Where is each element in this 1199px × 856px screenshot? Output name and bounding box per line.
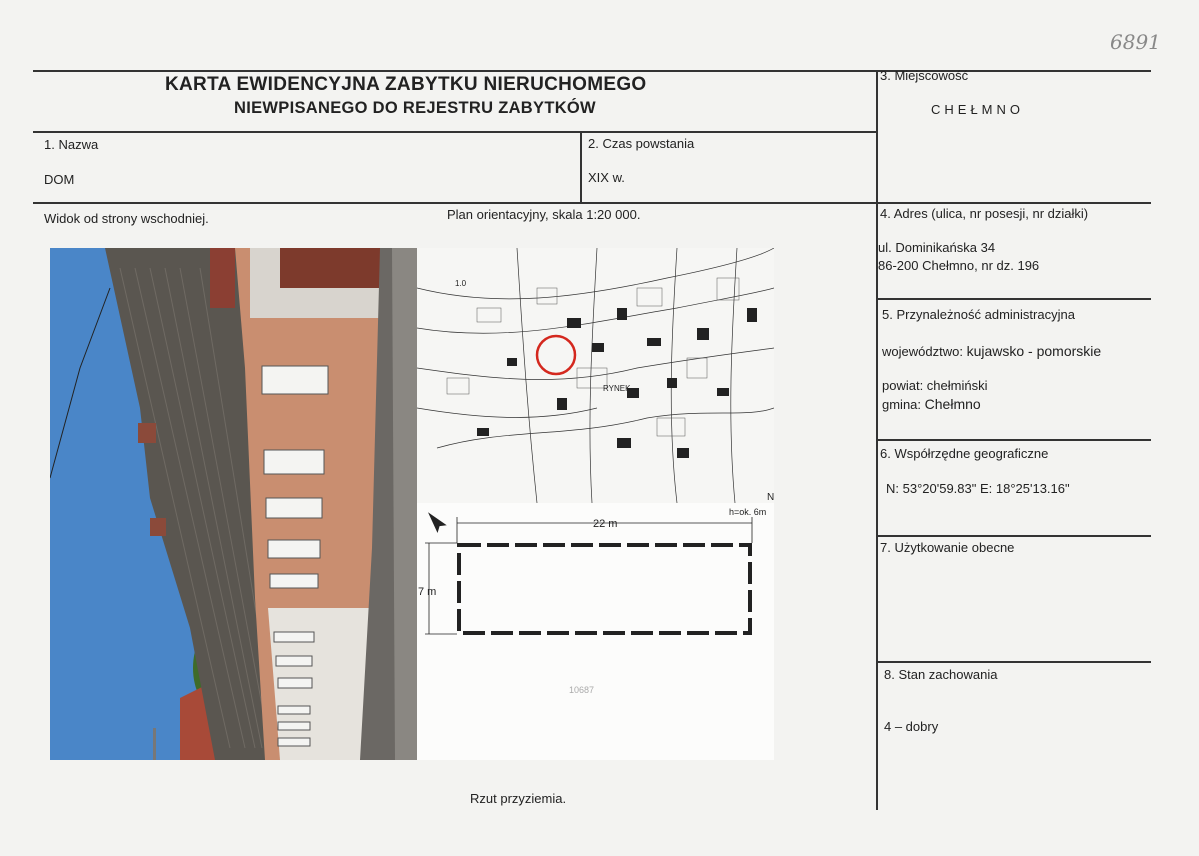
building-photo <box>50 248 417 760</box>
photo-caption: Widok od strony wschodniej. <box>44 211 209 226</box>
plan-caption: Rzut przyziemia. <box>470 791 567 806</box>
gmina-label: gmina: <box>882 397 922 412</box>
map-caption: Plan orientacyjny, skala 1:20 000. <box>447 207 641 222</box>
powiat-line: powiat: chełmiński <box>882 378 988 393</box>
map-label-rynek: RYNEK <box>603 384 631 393</box>
rule-5 <box>876 298 1151 300</box>
north-arrow-icon <box>423 508 446 533</box>
field-divider <box>580 131 582 203</box>
fields-bottom-rule <box>33 202 1151 204</box>
rule-6 <box>876 439 1151 441</box>
miejscowosc-value: CHEŁMNO <box>931 102 1025 117</box>
adres-label: 4. Adres (ulica, nr posesji, nr działki) <box>880 206 1089 221</box>
plan-h-label: h=ok. 6m <box>729 507 767 517</box>
title-line-1: KARTA EWIDENCYJNA ZABYTKU NIERUCHOMEGO <box>165 74 647 95</box>
stan-label: 8. Stan zachowania <box>884 667 998 682</box>
adres-line-1: ul. Dominikańska 34 <box>878 240 996 255</box>
przynaleznosc-label: 5. Przynależność administracyjna <box>882 307 1075 322</box>
top-rule <box>33 70 1151 72</box>
uzytkowanie-label: 7. Użytkowanie obecne <box>880 540 1015 555</box>
plan-stamp: 10687 <box>569 685 595 695</box>
miejscowosc-label: 3. Miejscowość <box>880 68 969 83</box>
wspolrzedne-label: 6. Współrzędne geograficzne <box>880 446 1049 461</box>
gmina-value: Chełmno <box>924 396 981 412</box>
nazwa-label: 1. Nazwa <box>44 137 99 152</box>
map-label-1-0: 1.0 <box>455 279 467 288</box>
rule-7 <box>876 535 1151 537</box>
ground-plan <box>417 503 774 760</box>
czas-label: 2. Czas powstania <box>588 136 695 151</box>
wojewodztwo-value: kujawsko - pomorskie <box>966 343 1102 359</box>
wspolrzedne-value: N: 53°20'59.83" E: 18°25'13.16" <box>886 481 1070 496</box>
nazwa-value: DOM <box>44 172 75 187</box>
orientation-map <box>417 248 774 503</box>
plan-width-label: 22 m <box>593 518 618 530</box>
wojewodztwo-label: województwo: <box>882 344 963 359</box>
plan-height-label: 7 m <box>418 586 437 598</box>
rule-8 <box>876 661 1151 663</box>
title-bottom-rule <box>33 131 876 133</box>
title-line-2: NIEWPISANEGO DO REJESTRU ZABYTKÓW <box>234 99 596 117</box>
wojewodztwo-line <box>882 343 1101 359</box>
handwritten-number: 6891 <box>1110 30 1161 54</box>
stan-value: 4 – dobry <box>884 719 939 734</box>
czas-value: XIX w. <box>588 170 625 185</box>
adres-line-2: 86-200 Chełmno, nr dz. 196 <box>878 258 1040 273</box>
map-north-label: N <box>767 492 774 503</box>
gmina-line <box>882 396 981 412</box>
